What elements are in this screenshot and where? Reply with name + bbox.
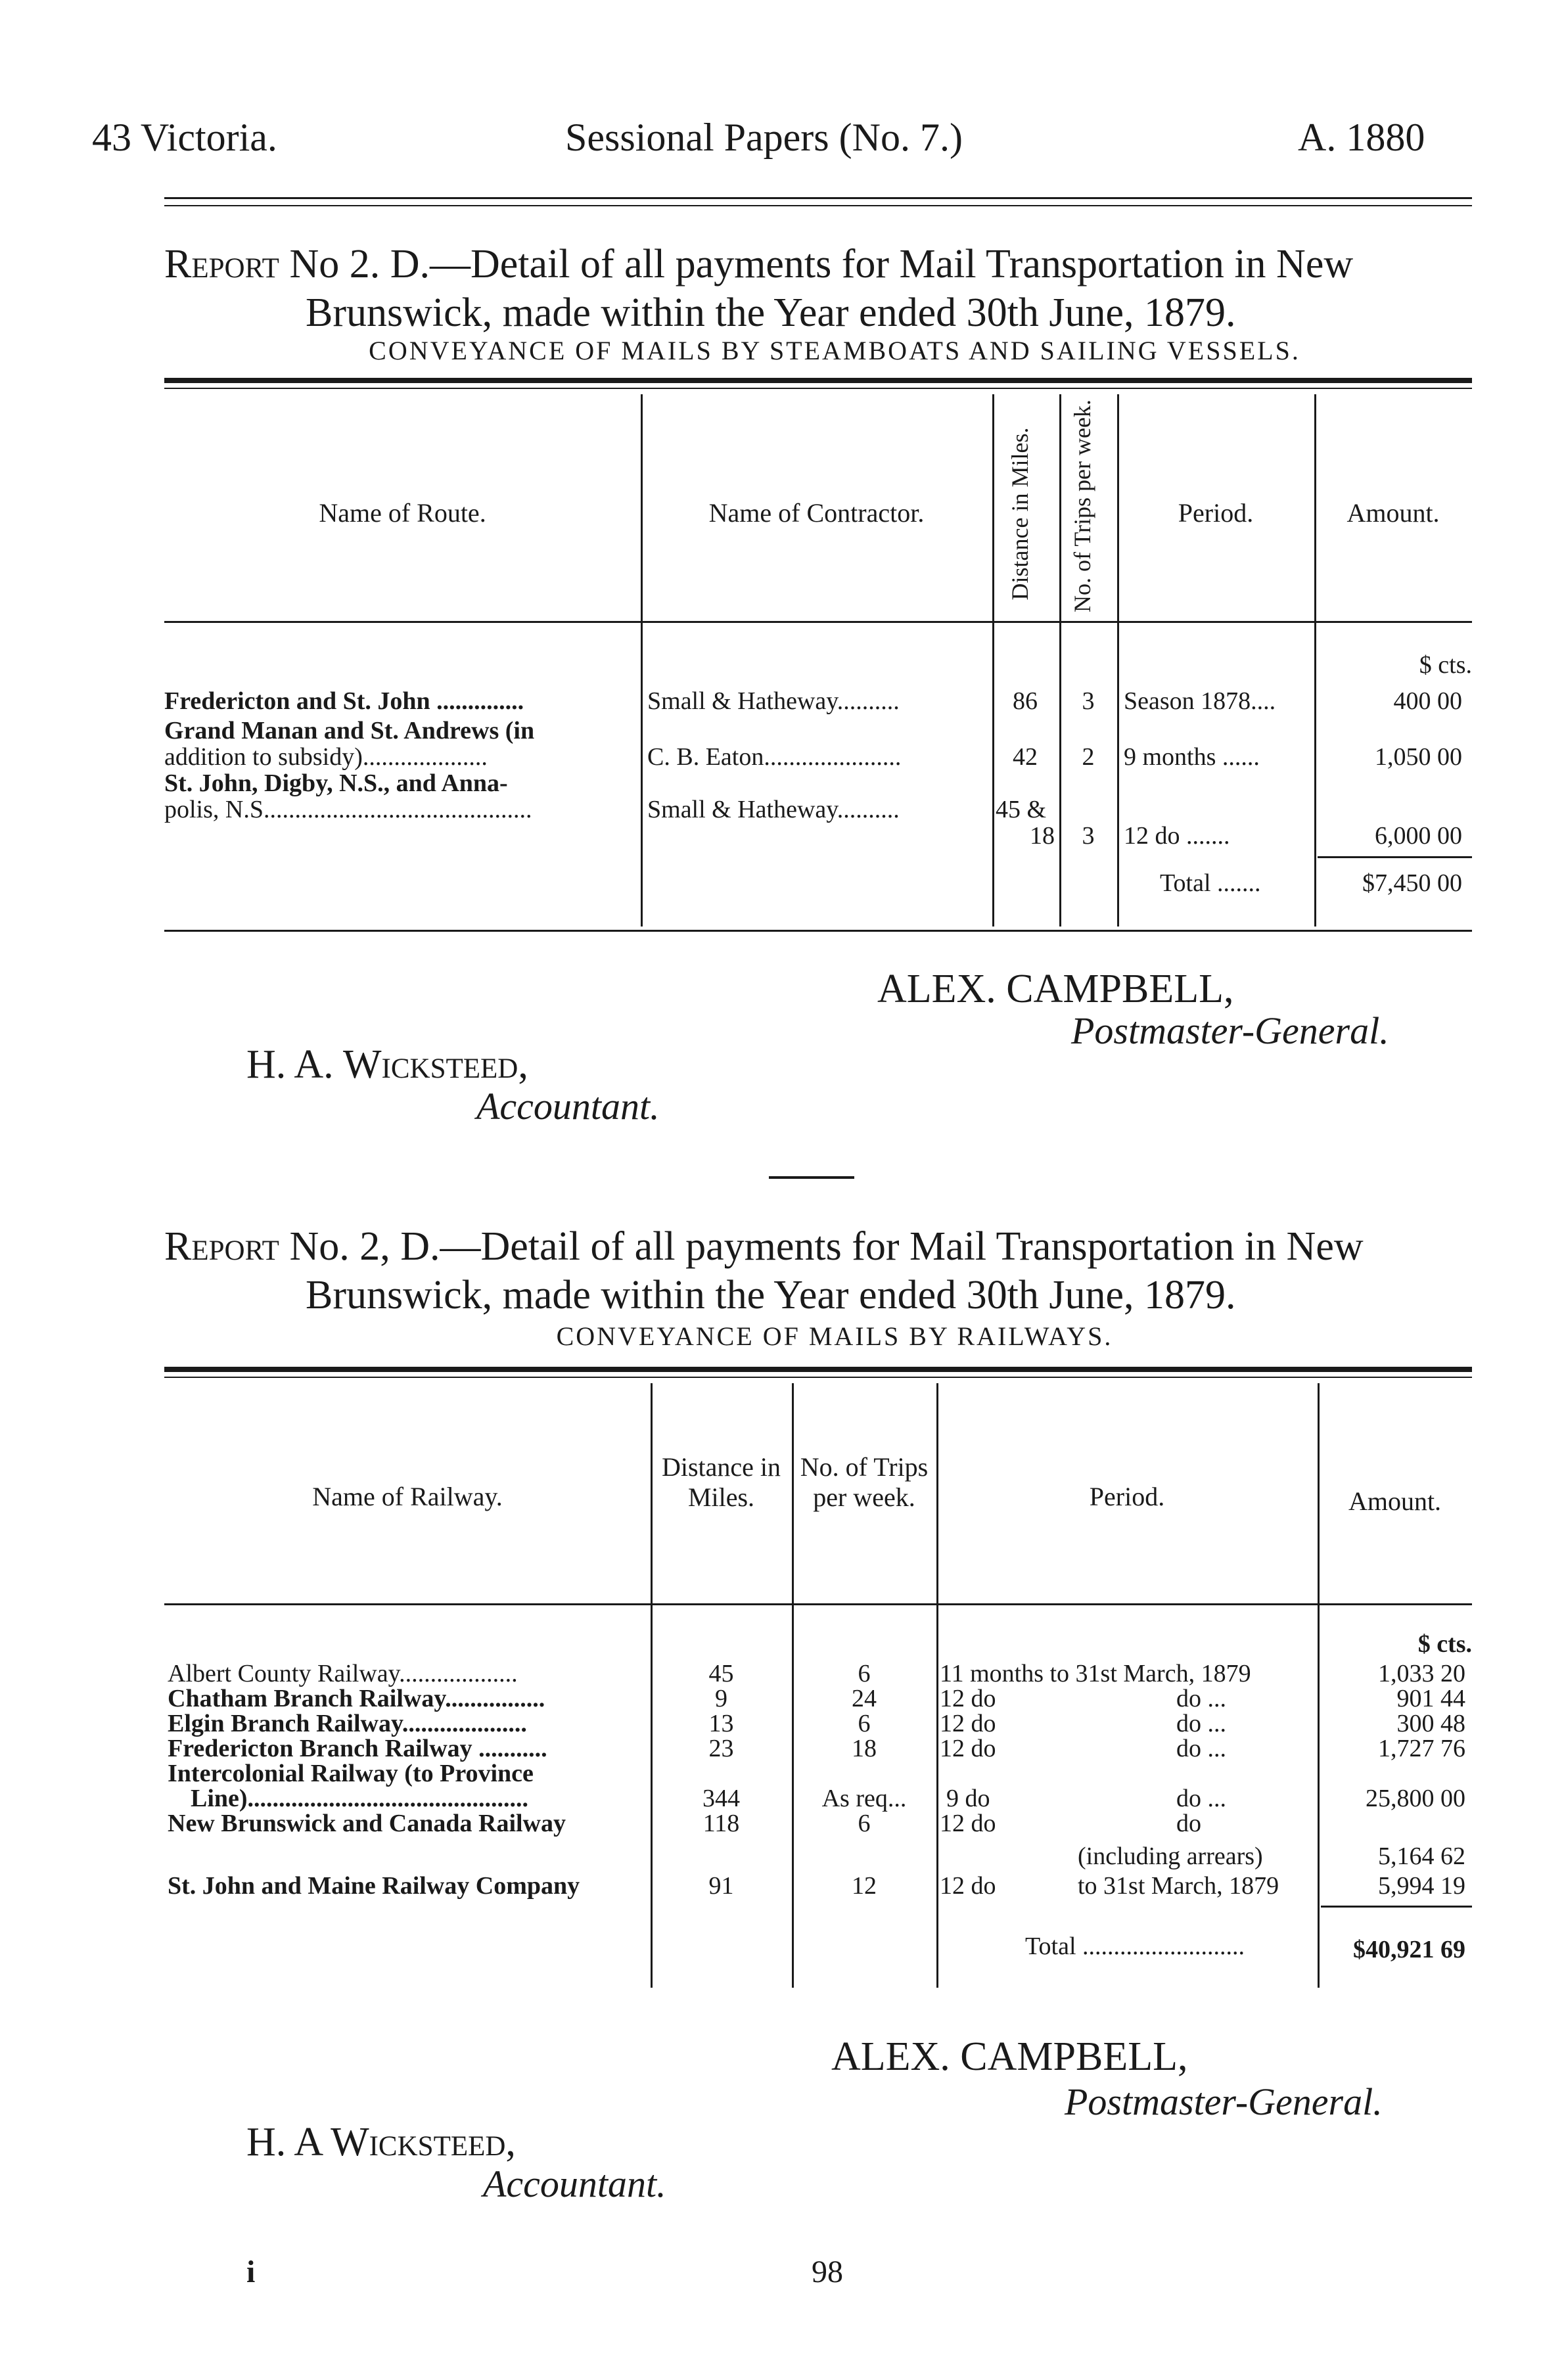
report2-trips: 6 — [858, 1710, 871, 1737]
report1-route-cont: addition to subsidy).................... — [164, 743, 488, 771]
report1-table-bottom-rule — [164, 930, 1472, 932]
report1-signatory: ALEX. CAMPBELL, — [877, 967, 1234, 1011]
report2-table-top-rule — [164, 1367, 1472, 1372]
report2-total: $40,921 69 — [1353, 1936, 1465, 1963]
report2-signatory: ALEX. CAMPBELL, — [831, 2034, 1188, 2079]
report2-railway: New Brunswick and Canada Railway — [168, 1810, 566, 1837]
report1-currency-header: $ cts. — [1419, 651, 1472, 679]
report2-railway: Intercolonial Railway (to Province — [168, 1760, 534, 1787]
report1-route: Fredericton and St. John .............. — [164, 687, 524, 715]
report2-total-label: Total .......................... — [1025, 1933, 1245, 1960]
report1-period: Season 1878.... — [1124, 687, 1276, 715]
report1-accountant-title: Accountant. — [476, 1085, 660, 1128]
page-number: 98 — [812, 2254, 843, 2289]
report2-amount: 1,033 20 — [1378, 1660, 1465, 1687]
report1-col-divider — [1117, 394, 1119, 927]
report1-signatory-title: Postmaster-General. — [1071, 1009, 1389, 1052]
report2-distance: 9 — [715, 1685, 727, 1712]
report2-currency-header: $ cts. — [1417, 1630, 1472, 1658]
report2-trips: 12 — [852, 1872, 877, 1900]
report1-table-top-rule-2 — [164, 388, 1472, 389]
report2-col-trips: No. of Trips per week. — [800, 1452, 929, 1512]
report2-amount: 901 44 — [1396, 1685, 1465, 1712]
report1-trips: 3 — [1082, 822, 1095, 850]
report2-title-prefix: Report — [164, 1224, 279, 1269]
report2-amount: 300 48 — [1396, 1710, 1465, 1737]
report2-title-line2: Brunswick, made within the Year ended 30th June, 1879. — [306, 1273, 1236, 1317]
report2-period-ditto: do ... — [1176, 1785, 1226, 1812]
report2-railway: Elgin Branch Railway.................... — [168, 1710, 527, 1737]
report2-distance: 344 — [702, 1785, 740, 1812]
report1-title-line1: No 2. D.—Detail of all payments for Mail Transportation in New — [289, 242, 1354, 286]
report1-total-rule — [1318, 856, 1472, 858]
report1-col-divider — [641, 394, 643, 927]
report2-distance: 13 — [708, 1710, 734, 1737]
report1-header-rule — [164, 621, 1472, 623]
report2-period: 12 do — [940, 1685, 996, 1712]
report1-route: St. John, Digby, N.S., and Anna- — [164, 769, 508, 797]
report2-trips: As req... — [821, 1785, 907, 1812]
report2-period-note: (including arrears) — [1078, 1842, 1263, 1870]
report2-accountant-title: Accountant. — [483, 2163, 666, 2205]
report2-title-line1: No. 2, D.—Detail of all payments for Mail Transportation in New — [289, 1224, 1364, 1269]
report2-accountant: H. A Wickstеed, — [246, 2120, 516, 2164]
report2-trips: 18 — [852, 1735, 877, 1762]
report1-trips: 3 — [1082, 687, 1095, 715]
report1-accountant: H. A. Wickstеed, — [246, 1042, 528, 1087]
report2-period: 12 do — [940, 1872, 996, 1900]
report2-table-top-rule-2 — [164, 1377, 1472, 1378]
report2-col-amount: Amount. — [1348, 1486, 1442, 1516]
report1-col-distance: Distance in Miles. — [1007, 427, 1033, 601]
report2-period-ditto: do ... — [1176, 1735, 1226, 1762]
report1-col-route: Name of Route. — [319, 498, 486, 528]
header-year: A. 1880 — [1298, 116, 1425, 159]
report2-amount: 1,727 76 — [1378, 1735, 1465, 1762]
report2-amount: 25,800 00 — [1366, 1785, 1465, 1812]
report1-subtitle: CONVEYANCE OF MAILS BY STEAMBOATS AND SAILING VESSELS. — [369, 336, 1300, 365]
report1-title-line2: Brunswick, made within the Year ended 30th June, 1879. — [306, 290, 1236, 335]
report2-railway-cont: Line)............................................. — [191, 1785, 529, 1812]
report2-amount: 5,164 62 — [1378, 1842, 1465, 1870]
report1-route-cont: polis, N.S........................................... — [164, 796, 532, 823]
report1-col-trips: No. of Trips per week. — [1069, 400, 1095, 612]
report1-period: 9 months ...... — [1124, 743, 1260, 771]
report2-col-distance: Distance in Miles. — [661, 1452, 781, 1512]
report1-distance-cont: 18 — [1030, 822, 1055, 850]
report2-col-period: Period. — [1089, 1482, 1165, 1511]
report1-amount: 6,000 00 — [1375, 822, 1462, 850]
report2-trips: 6 — [858, 1660, 871, 1687]
header-session: 43 Victoria. — [92, 116, 277, 159]
report1-distance: 86 — [1013, 687, 1038, 715]
report2-distance: 23 — [708, 1735, 734, 1762]
section-divider — [769, 1176, 854, 1179]
report2-title — [164, 1222, 1492, 1319]
report2-distance: 91 — [708, 1872, 734, 1900]
report1-distance: 42 — [1013, 743, 1038, 771]
report2-col-name: Name of Railway. — [312, 1482, 503, 1511]
report2-signatory-title: Postmaster-General. — [1065, 2080, 1383, 2123]
footer-mark: i — [246, 2254, 256, 2289]
report2-subtitle: CONVEYANCE OF MAILS BY RAILWAYS. — [556, 1321, 1113, 1351]
header-rule — [164, 197, 1472, 199]
report1-contractor: Small & Hatheway.......... — [647, 687, 900, 715]
report2-period-ditto: do ... — [1176, 1710, 1226, 1737]
header-papers: Sessional Papers (No. 7.) — [565, 116, 963, 159]
report1-title-prefix: Report — [164, 242, 279, 286]
report1-amount: 400 00 — [1393, 687, 1462, 715]
report2-total-rule — [1321, 1906, 1472, 1908]
report1-table-top-rule — [164, 378, 1472, 383]
report2-period: 12 do — [940, 1810, 996, 1837]
report1-total: $7,450 00 — [1362, 869, 1462, 897]
report2-period: 12 do — [940, 1710, 996, 1737]
report2-col-divider — [936, 1383, 938, 1988]
report2-period-ditto: do — [1176, 1810, 1201, 1837]
report1-title — [164, 240, 1492, 337]
report1-trips: 2 — [1082, 743, 1095, 771]
report1-col-amount: Amount. — [1346, 498, 1440, 528]
report2-period-ditto: to 31st March, 1879 — [1078, 1872, 1279, 1900]
report2-period: 11 months to 31st March, 1879 — [940, 1660, 1251, 1687]
report2-railway: Fredericton Branch Railway ........... — [168, 1735, 547, 1762]
report1-col-period: Period. — [1178, 498, 1254, 528]
report2-distance: 118 — [702, 1810, 740, 1837]
report1-contractor: C. B. Eaton...................... — [647, 743, 902, 771]
report1-period: 12 do ....... — [1124, 822, 1230, 850]
report2-railway: Albert County Railway................... — [168, 1660, 518, 1687]
report2-amount: 5,994 19 — [1378, 1872, 1465, 1900]
report1-contractor: Small & Hatheway.......... — [647, 796, 900, 823]
report1-col-contractor: Name of Contractor. — [708, 498, 925, 528]
report1-route: Grand Manan and St. Andrews (in — [164, 717, 535, 744]
report1-distance: 45 & — [996, 796, 1047, 823]
report2-header-rule — [164, 1603, 1472, 1605]
report2-trips: 24 — [852, 1685, 877, 1712]
report2-trips: 6 — [858, 1810, 871, 1837]
report1-amount: 1,050 00 — [1375, 743, 1462, 771]
report2-distance: 45 — [708, 1660, 734, 1687]
header-rule-2 — [164, 205, 1472, 206]
report1-total-label: Total ....... — [1160, 869, 1261, 897]
report2-period: 9 do — [946, 1785, 990, 1812]
report2-period: 12 do — [940, 1735, 996, 1762]
report2-railway: St. John and Maine Railway Company — [168, 1872, 580, 1900]
report2-period-ditto: do ... — [1176, 1685, 1226, 1712]
report2-railway: Chatham Branch Railway................ — [168, 1685, 545, 1712]
